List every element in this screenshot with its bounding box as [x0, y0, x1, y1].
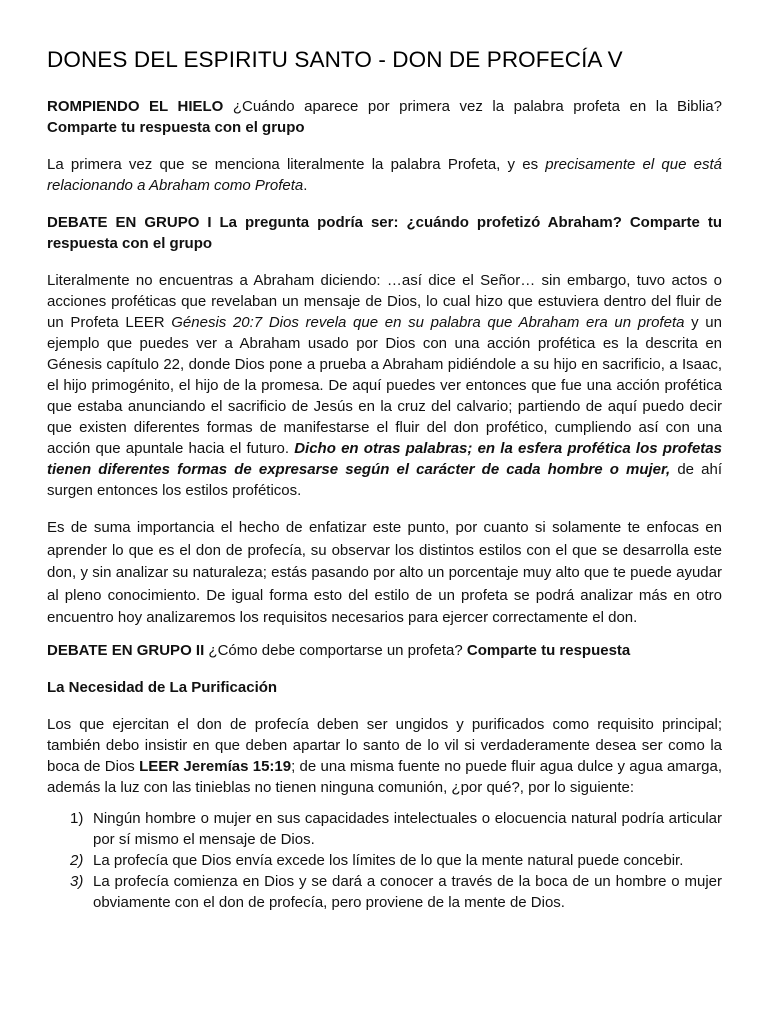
- list-item: [47, 808, 722, 850]
- purification-paragraph: [47, 714, 722, 798]
- purification-text-a: Los que ejercitan el don de profecía deben ser ungidos y purificados como requisito principal; también debo insistir en que deben apartar lo santo de lo vil si verdaderamente desea ser como la boca de Dios: [47, 715, 722, 775]
- list-text: La profecía que Dios envía excede los límites de lo que la mente natural puede concebir.: [93, 851, 684, 869]
- debate-2-share: Comparte tu respuesta: [466, 641, 631, 659]
- abraham-text-b: y un ejemplo que puedes ver a Abraham usado por Dios con una acción profética es la descrita en Génesis capítulo 22, donde Dios pone a prueba a Abraham pidiéndole a su hijo en sacrificio, a Isaac, el hijo primogénito, el hijo de la promesa. De aquí puedes ver entonces que fue una acción profética que estaba anunciando el sacrificio de Jesús en la cruz del calvario; partiendo de aquí puedo decir que existen diferentes formas de manifestarse el fluir del don profético, cumpliendo así con una acción que apuntale hacia el futuro.: [47, 314, 722, 457]
- abraham-text-a: Literalmente no encuentras a Abraham diciendo: …así dice el Señor… sin embargo, tuvo actos o acciones proféticas que revelaban un mensaje de Dios, lo cual hizo que estuviera dentro del fluir de un Profeta LEER: [47, 272, 722, 331]
- icebreaker-share: Comparte tu respuesta con el grupo: [47, 119, 305, 136]
- answer-italic: precisamente el que está relacionando a Abraham como Profeta: [47, 156, 722, 194]
- importance-paragraph: Es de suma importancia el hecho de enfatizar este punto, por cuanto si solamente te enfocas en aprender lo que es el don de profecía, su observar los distintos estilos con el que se desarrolla este don, y sin analizar su naturaleza; estás pasando por alto un porcentaje muy alto que te puede ayudar al pleno conocimiento. De igual forma esto del estilo de un profeta se podrá analizar más en otro encuentro hoy analizaremos los requisitos necesarios para ejercer correctamente el don.: [47, 519, 722, 626]
- list-item: [47, 850, 722, 871]
- jeremias-reference: LEER Jeremías 15:19: [139, 757, 292, 775]
- debate-2-question: ¿Cómo debe comportarse un profeta?: [204, 641, 467, 659]
- purification-text-b: ; de una misma fuente no puede fluir agua dulce y agua amarga, además la luz con las tinieblas no tienen ninguna comunión, ¿por qué?, por lo siguiente:: [47, 757, 722, 796]
- icebreaker-question: ¿Cuándo aparece por primera vez la palabra profeta en la Biblia?: [223, 98, 722, 115]
- list-number: 2): [70, 851, 84, 869]
- section-heading: La Necesidad de La Purificación: [47, 678, 278, 696]
- abraham-emphasis: Dicho en otras palabras; en la esfera profética los profetas tienen diferentes formas de expresarse según el carácter de cada hombre o mujer,: [47, 440, 722, 478]
- debate-1-heading: DEBATE EN GRUPO I La pregunta podría ser: ¿cuándo profetizó Abraham? Comparte tu respuesta con el grupo: [47, 214, 722, 252]
- answer-text: La primera vez que se menciona literalmente la palabra Profeta, y es: [47, 156, 546, 173]
- debate-2-label: DEBATE EN GRUPO II: [47, 641, 205, 659]
- answer-paragraph: [47, 154, 722, 196]
- list-text: La profecía comienza en Dios y se dará a conocer a través de la boca de un hombre o mujer obviamente con el don de profecía, pero proviene de la mente de Dios.: [93, 872, 722, 911]
- list-text: Ningún hombre o mujer en sus capacidades intelectuales o elocuencia natural podría articular por sí mismo el mensaje de Dios.: [93, 809, 722, 848]
- list-number: 3): [70, 872, 84, 890]
- list-item: [47, 871, 722, 913]
- list-number: 1): [70, 809, 84, 827]
- page-title: DONES DEL ESPIRITU SANTO - DON DE PROFECÍA V: [47, 47, 623, 72]
- debate-2-paragraph: [47, 640, 722, 661]
- icebreaker-paragraph: [47, 96, 722, 138]
- abraham-text-c: de ahí surgen entonces los estilos proféticos.: [47, 461, 723, 499]
- answer-end: .: [303, 177, 308, 194]
- genesis-reference: Génesis 20:7 Dios revela que en su palabra que Abraham era un profeta: [171, 314, 685, 331]
- numbered-list: [47, 808, 722, 913]
- icebreaker-label: ROMPIENDO EL HIELO: [47, 98, 224, 115]
- abraham-paragraph: [47, 270, 722, 501]
